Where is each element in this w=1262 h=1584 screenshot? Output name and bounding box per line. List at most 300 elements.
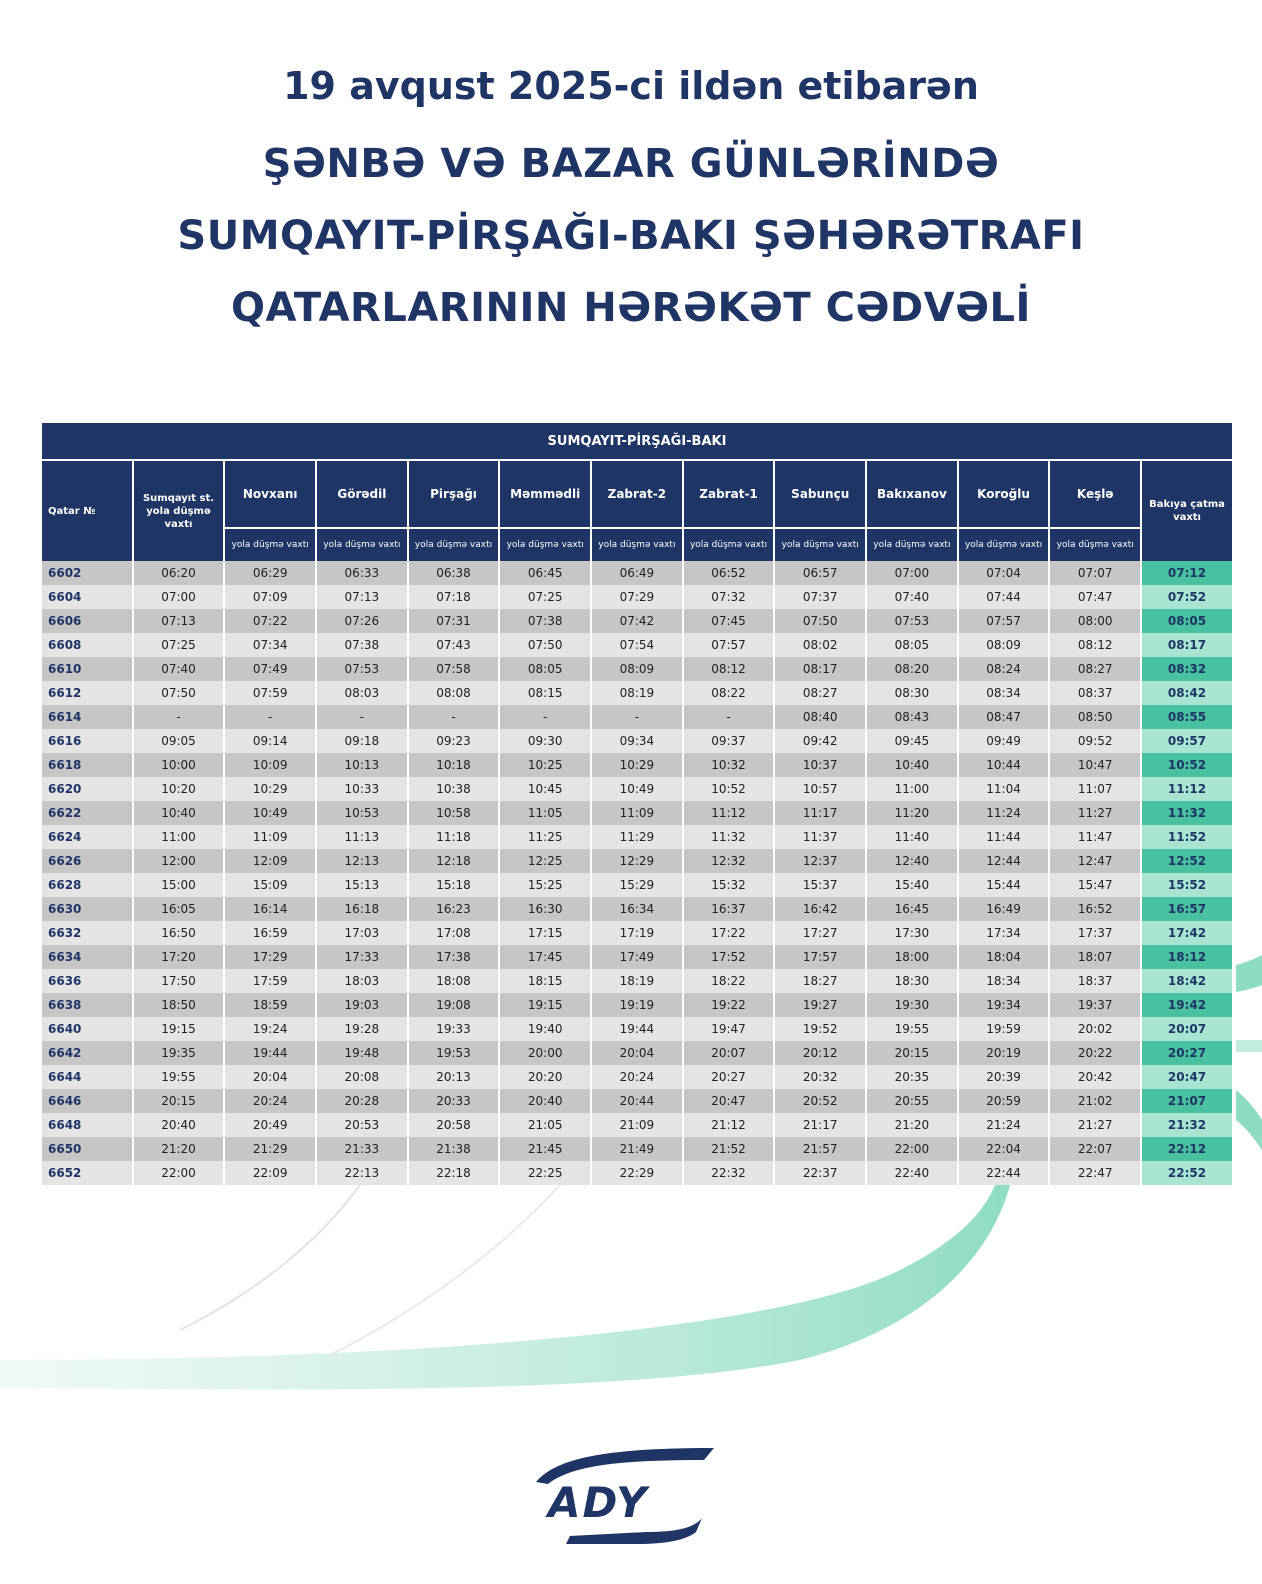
time-cell: 16:50 <box>134 921 224 945</box>
time-cell: 20:19 <box>959 1041 1049 1065</box>
time-cell: 17:34 <box>959 921 1049 945</box>
time-cell: 07:49 <box>225 657 315 681</box>
arrival-time-cell: 07:52 <box>1142 585 1232 609</box>
time-cell: 11:40 <box>867 825 957 849</box>
time-cell: 20:04 <box>225 1065 315 1089</box>
table-row <box>42 873 1232 897</box>
time-cell: 11:00 <box>134 825 224 849</box>
table-row <box>42 777 1232 801</box>
time-cell: 22:09 <box>225 1161 315 1185</box>
train-number: 6636 <box>42 969 132 993</box>
time-cell: 12:25 <box>500 849 590 873</box>
time-cell: 07:00 <box>134 585 224 609</box>
time-cell: 10:09 <box>225 753 315 777</box>
time-cell: 12:13 <box>317 849 407 873</box>
time-cell: 10:20 <box>134 777 224 801</box>
table-row <box>42 825 1232 849</box>
time-cell: 15:44 <box>959 873 1049 897</box>
time-cell: 19:19 <box>592 993 682 1017</box>
station-header: Pirşağı <box>409 461 499 529</box>
station-header: Zabrat-1 <box>684 461 774 529</box>
time-cell: 20:02 <box>1050 1017 1140 1041</box>
time-cell: 07:13 <box>317 585 407 609</box>
time-cell: 16:14 <box>225 897 315 921</box>
departure-sublabel: yola düşmə vaxtı <box>592 529 682 561</box>
table-row <box>42 849 1232 873</box>
time-cell: 21:29 <box>225 1137 315 1161</box>
time-cell: 17:50 <box>134 969 224 993</box>
time-cell: 20:24 <box>225 1089 315 1113</box>
time-cell: 11:47 <box>1050 825 1140 849</box>
time-cell: 09:45 <box>867 729 957 753</box>
time-cell: 17:57 <box>775 945 865 969</box>
time-cell: 17:45 <box>500 945 590 969</box>
time-cell: 09:34 <box>592 729 682 753</box>
table-row <box>42 921 1232 945</box>
time-cell: 20:47 <box>684 1089 774 1113</box>
time-cell: 10:33 <box>317 777 407 801</box>
time-cell: 19:40 <box>500 1017 590 1041</box>
arrival-time-cell: 22:12 <box>1142 1137 1232 1161</box>
time-cell: 20:04 <box>592 1041 682 1065</box>
time-cell: 11:17 <box>775 801 865 825</box>
time-cell: 18:37 <box>1050 969 1140 993</box>
time-cell: - <box>134 705 224 729</box>
table-row <box>42 1113 1232 1137</box>
time-cell: 12:00 <box>134 849 224 873</box>
time-cell: 16:59 <box>225 921 315 945</box>
time-cell: 18:27 <box>775 969 865 993</box>
time-cell: 07:42 <box>592 609 682 633</box>
time-cell: 08:12 <box>684 657 774 681</box>
arrival-time-cell: 11:12 <box>1142 777 1232 801</box>
train-number-header: Qatar № <box>42 461 132 561</box>
time-cell: 21:20 <box>134 1137 224 1161</box>
time-cell: 17:49 <box>592 945 682 969</box>
station-header: Məmmədli <box>500 461 590 529</box>
time-cell: 12:09 <box>225 849 315 873</box>
time-cell: 19:44 <box>225 1041 315 1065</box>
time-cell: - <box>317 705 407 729</box>
time-cell: 17:19 <box>592 921 682 945</box>
time-cell: 20:13 <box>409 1065 499 1089</box>
time-cell: 11:32 <box>684 825 774 849</box>
time-cell: 11:29 <box>592 825 682 849</box>
time-cell: 10:49 <box>225 801 315 825</box>
time-cell: - <box>409 705 499 729</box>
time-cell: 07:04 <box>959 561 1049 585</box>
time-cell: 20:28 <box>317 1089 407 1113</box>
time-cell: 06:20 <box>134 561 224 585</box>
sumqayit-departure-header: Sumqayıt st. yola düşmə vaxtı <box>134 461 224 561</box>
time-cell: 07:43 <box>409 633 499 657</box>
time-cell: 19:44 <box>592 1017 682 1041</box>
time-cell: 07:26 <box>317 609 407 633</box>
time-cell: 17:38 <box>409 945 499 969</box>
time-cell: 07:40 <box>134 657 224 681</box>
time-cell: 08:03 <box>317 681 407 705</box>
arrival-time-cell: 08:17 <box>1142 633 1232 657</box>
station-header: Zabrat-2 <box>592 461 682 529</box>
time-cell: 10:44 <box>959 753 1049 777</box>
time-cell: 08:09 <box>592 657 682 681</box>
time-cell: 21:09 <box>592 1113 682 1137</box>
train-number: 6614 <box>42 705 132 729</box>
time-cell: 21:17 <box>775 1113 865 1137</box>
time-cell: 15:37 <box>775 873 865 897</box>
time-cell: 19:34 <box>959 993 1049 1017</box>
departure-sublabel: yola düşmə vaxtı <box>1050 529 1140 561</box>
time-cell: 08:37 <box>1050 681 1140 705</box>
time-cell: 20:35 <box>867 1065 957 1089</box>
time-cell: 22:40 <box>867 1161 957 1185</box>
train-number: 6628 <box>42 873 132 897</box>
time-cell: 19:27 <box>775 993 865 1017</box>
time-cell: - <box>684 705 774 729</box>
station-header: Keşlə <box>1050 461 1140 529</box>
time-cell: 10:29 <box>592 753 682 777</box>
table-row <box>42 897 1232 921</box>
time-cell: 15:29 <box>592 873 682 897</box>
time-cell: 22:37 <box>775 1161 865 1185</box>
time-cell: 07:38 <box>317 633 407 657</box>
time-cell: 11:44 <box>959 825 1049 849</box>
table-row <box>42 1161 1232 1185</box>
time-cell: 07:18 <box>409 585 499 609</box>
time-cell: 10:49 <box>592 777 682 801</box>
time-cell: 22:18 <box>409 1161 499 1185</box>
arrival-time-cell: 12:52 <box>1142 849 1232 873</box>
time-cell: 22:07 <box>1050 1137 1140 1161</box>
time-cell: 10:57 <box>775 777 865 801</box>
time-cell: 20:22 <box>1050 1041 1140 1065</box>
time-cell: 22:25 <box>500 1161 590 1185</box>
table-row <box>42 1065 1232 1089</box>
time-cell: 16:34 <box>592 897 682 921</box>
time-cell: 21:05 <box>500 1113 590 1137</box>
schedule-table-wrap <box>42 423 1236 1185</box>
time-cell: 09:23 <box>409 729 499 753</box>
time-cell: 10:18 <box>409 753 499 777</box>
time-cell: 20:39 <box>959 1065 1049 1089</box>
time-cell: 19:30 <box>867 993 957 1017</box>
time-cell: 20:07 <box>684 1041 774 1065</box>
time-cell: 17:03 <box>317 921 407 945</box>
time-cell: 15:18 <box>409 873 499 897</box>
time-cell: 11:13 <box>317 825 407 849</box>
time-cell: 22:00 <box>134 1161 224 1185</box>
station-header: Koroğlu <box>959 461 1049 529</box>
time-cell: 21:38 <box>409 1137 499 1161</box>
time-cell: 20:27 <box>684 1065 774 1089</box>
time-cell: 08:02 <box>775 633 865 657</box>
table-row <box>42 801 1232 825</box>
time-cell: 19:48 <box>317 1041 407 1065</box>
time-cell: 07:59 <box>225 681 315 705</box>
time-cell: 11:12 <box>684 801 774 825</box>
time-cell: 08:30 <box>867 681 957 705</box>
time-cell: 11:24 <box>959 801 1049 825</box>
arrival-time-cell: 08:32 <box>1142 657 1232 681</box>
time-cell: 17:33 <box>317 945 407 969</box>
table-row <box>42 753 1232 777</box>
time-cell: 19:33 <box>409 1017 499 1041</box>
time-cell: 16:23 <box>409 897 499 921</box>
time-cell: 19:08 <box>409 993 499 1017</box>
train-number: 6610 <box>42 657 132 681</box>
time-cell: 10:25 <box>500 753 590 777</box>
time-cell: 08:19 <box>592 681 682 705</box>
time-cell: 06:57 <box>775 561 865 585</box>
arrival-time-cell: 21:32 <box>1142 1113 1232 1137</box>
time-cell: 10:45 <box>500 777 590 801</box>
time-cell: 18:19 <box>592 969 682 993</box>
time-cell: 08:09 <box>959 633 1049 657</box>
time-cell: 21:33 <box>317 1137 407 1161</box>
time-cell: 15:40 <box>867 873 957 897</box>
time-cell: 08:24 <box>959 657 1049 681</box>
title-line-1: ŞƏNBƏ VƏ BAZAR GÜNLƏRİNDƏ <box>262 141 1000 187</box>
arrival-time-cell: 19:42 <box>1142 993 1232 1017</box>
time-cell: 11:05 <box>500 801 590 825</box>
time-cell: 18:07 <box>1050 945 1140 969</box>
time-cell: 11:20 <box>867 801 957 825</box>
time-cell: - <box>225 705 315 729</box>
time-cell: 20:15 <box>867 1041 957 1065</box>
time-cell: 09:49 <box>959 729 1049 753</box>
train-number: 6612 <box>42 681 132 705</box>
train-number: 6630 <box>42 897 132 921</box>
time-cell: 08:05 <box>867 633 957 657</box>
train-number: 6604 <box>42 585 132 609</box>
train-number: 6624 <box>42 825 132 849</box>
arrival-time-cell: 22:52 <box>1142 1161 1232 1185</box>
time-cell: 19:55 <box>867 1017 957 1041</box>
arrival-time-cell: 11:52 <box>1142 825 1232 849</box>
time-cell: 10:40 <box>134 801 224 825</box>
time-cell: 18:59 <box>225 993 315 1017</box>
train-number: 6606 <box>42 609 132 633</box>
time-cell: 18:15 <box>500 969 590 993</box>
time-cell: 11:25 <box>500 825 590 849</box>
time-cell: 16:45 <box>867 897 957 921</box>
time-cell: 18:30 <box>867 969 957 993</box>
time-cell: 07:57 <box>959 609 1049 633</box>
arrival-time-cell: 18:12 <box>1142 945 1232 969</box>
time-cell: 07:58 <box>409 657 499 681</box>
station-header: Sabunçu <box>775 461 865 529</box>
time-cell: 21:57 <box>775 1137 865 1161</box>
time-cell: 07:09 <box>225 585 315 609</box>
time-cell: 21:52 <box>684 1137 774 1161</box>
time-cell: 20:33 <box>409 1089 499 1113</box>
time-cell: 07:45 <box>684 609 774 633</box>
time-cell: 22:32 <box>684 1161 774 1185</box>
time-cell: 19:15 <box>134 1017 224 1041</box>
arrival-time-cell: 15:52 <box>1142 873 1232 897</box>
table-row <box>42 681 1232 705</box>
time-cell: 07:38 <box>500 609 590 633</box>
time-cell: 07:25 <box>500 585 590 609</box>
time-cell: 09:18 <box>317 729 407 753</box>
table-row <box>42 585 1232 609</box>
time-cell: 21:24 <box>959 1113 1049 1137</box>
time-cell: 08:43 <box>867 705 957 729</box>
departure-sublabel: yola düşmə vaxtı <box>959 529 1049 561</box>
time-cell: 20:08 <box>317 1065 407 1089</box>
train-number: 6646 <box>42 1089 132 1113</box>
arrival-time-cell: 09:57 <box>1142 729 1232 753</box>
train-number: 6620 <box>42 777 132 801</box>
time-cell: 09:30 <box>500 729 590 753</box>
arrival-time-cell: 08:05 <box>1142 609 1232 633</box>
train-number: 6642 <box>42 1041 132 1065</box>
time-cell: 10:40 <box>867 753 957 777</box>
time-cell: 18:04 <box>959 945 1049 969</box>
station-header: Görədil <box>317 461 407 529</box>
time-cell: 10:00 <box>134 753 224 777</box>
departure-sublabel: yola düşmə vaxtı <box>409 529 499 561</box>
table-row <box>42 993 1232 1017</box>
time-cell: 18:00 <box>867 945 957 969</box>
schedule-table <box>40 423 1234 1185</box>
departure-sublabel: yola düşmə vaxtı <box>225 529 315 561</box>
time-cell: 10:38 <box>409 777 499 801</box>
time-cell: 19:47 <box>684 1017 774 1041</box>
logo-text: ADY <box>548 1478 649 1527</box>
time-cell: 08:27 <box>775 681 865 705</box>
time-cell: 19:53 <box>409 1041 499 1065</box>
time-cell: 20:40 <box>500 1089 590 1113</box>
train-number: 6618 <box>42 753 132 777</box>
time-cell: 11:00 <box>867 777 957 801</box>
time-cell: 09:37 <box>684 729 774 753</box>
time-cell: 06:33 <box>317 561 407 585</box>
time-cell: 20:00 <box>500 1041 590 1065</box>
time-cell: 07:13 <box>134 609 224 633</box>
time-cell: 07:34 <box>225 633 315 657</box>
table-row <box>42 1041 1232 1065</box>
table-row <box>42 1137 1232 1161</box>
time-cell: 10:58 <box>409 801 499 825</box>
time-cell: 19:52 <box>775 1017 865 1041</box>
time-cell: 17:29 <box>225 945 315 969</box>
time-cell: 10:47 <box>1050 753 1140 777</box>
departure-sublabel: yola düşmə vaxtı <box>500 529 590 561</box>
time-cell: 12:29 <box>592 849 682 873</box>
time-cell: 08:40 <box>775 705 865 729</box>
time-cell: 07:50 <box>500 633 590 657</box>
arrival-time-cell: 10:52 <box>1142 753 1232 777</box>
time-cell: 20:12 <box>775 1041 865 1065</box>
train-number: 6602 <box>42 561 132 585</box>
time-cell: 07:00 <box>867 561 957 585</box>
time-cell: 08:17 <box>775 657 865 681</box>
arrival-time-cell: 07:12 <box>1142 561 1232 585</box>
train-number: 6640 <box>42 1017 132 1041</box>
time-cell: 15:00 <box>134 873 224 897</box>
arrival-time-cell: 20:47 <box>1142 1065 1232 1089</box>
time-cell: 08:05 <box>500 657 590 681</box>
time-cell: 09:14 <box>225 729 315 753</box>
time-cell: 08:27 <box>1050 657 1140 681</box>
time-cell: 15:09 <box>225 873 315 897</box>
table-caption: SUMQAYIT-PİRŞAĞI-BAKI <box>42 423 1232 461</box>
time-cell: 08:12 <box>1050 633 1140 657</box>
time-cell: 19:03 <box>317 993 407 1017</box>
time-cell: 17:37 <box>1050 921 1140 945</box>
title-line-3: QATARLARININ HƏRƏKƏT CƏDVƏLİ <box>231 285 1031 331</box>
time-cell: 11:04 <box>959 777 1049 801</box>
arrival-time-cell: 11:32 <box>1142 801 1232 825</box>
time-cell: 18:08 <box>409 969 499 993</box>
time-cell: 21:20 <box>867 1113 957 1137</box>
time-cell: 22:29 <box>592 1161 682 1185</box>
arrival-time-cell: 08:42 <box>1142 681 1232 705</box>
time-cell: 12:40 <box>867 849 957 873</box>
time-cell: 19:24 <box>225 1017 315 1041</box>
table-row <box>42 969 1232 993</box>
time-cell: 21:12 <box>684 1113 774 1137</box>
time-cell: 08:00 <box>1050 609 1140 633</box>
time-cell: 20:24 <box>592 1065 682 1089</box>
time-cell: 17:52 <box>684 945 774 969</box>
time-cell: 20:55 <box>867 1089 957 1113</box>
time-cell: 20:42 <box>1050 1065 1140 1089</box>
time-cell: 08:08 <box>409 681 499 705</box>
time-cell: 10:52 <box>684 777 774 801</box>
time-cell: 06:29 <box>225 561 315 585</box>
station-header: Bakıxanov <box>867 461 957 529</box>
time-cell: 11:18 <box>409 825 499 849</box>
time-cell: 18:34 <box>959 969 1049 993</box>
train-number: 6644 <box>42 1065 132 1089</box>
time-cell: 22:47 <box>1050 1161 1140 1185</box>
time-cell: 16:05 <box>134 897 224 921</box>
time-cell: 18:22 <box>684 969 774 993</box>
page-header <box>0 58 1262 344</box>
time-cell: 07:57 <box>684 633 774 657</box>
time-cell: 16:37 <box>684 897 774 921</box>
time-cell: 06:45 <box>500 561 590 585</box>
time-cell: 19:37 <box>1050 993 1140 1017</box>
time-cell: 21:27 <box>1050 1113 1140 1137</box>
table-row <box>42 633 1232 657</box>
time-cell: 10:53 <box>317 801 407 825</box>
time-cell: 20:32 <box>775 1065 865 1089</box>
time-cell: 16:49 <box>959 897 1049 921</box>
time-cell: 10:37 <box>775 753 865 777</box>
time-cell: 07:32 <box>684 585 774 609</box>
time-cell: 10:13 <box>317 753 407 777</box>
arrival-time-cell: 16:57 <box>1142 897 1232 921</box>
time-cell: 22:00 <box>867 1137 957 1161</box>
time-cell: 16:42 <box>775 897 865 921</box>
time-cell: 12:47 <box>1050 849 1140 873</box>
time-cell: 20:52 <box>775 1089 865 1113</box>
train-number: 6648 <box>42 1113 132 1137</box>
time-cell: 15:25 <box>500 873 590 897</box>
time-cell: 08:34 <box>959 681 1049 705</box>
arrival-time-cell: 20:07 <box>1142 1017 1232 1041</box>
time-cell: 20:59 <box>959 1089 1049 1113</box>
train-number: 6616 <box>42 729 132 753</box>
time-cell: 17:15 <box>500 921 590 945</box>
time-cell: 21:49 <box>592 1137 682 1161</box>
departure-sublabel: yola düşmə vaxtı <box>867 529 957 561</box>
title-line-2: SUMQAYIT-PİRŞAĞI-BAKI ŞƏHƏRƏTRAFI <box>177 213 1085 259</box>
time-cell: 08:20 <box>867 657 957 681</box>
